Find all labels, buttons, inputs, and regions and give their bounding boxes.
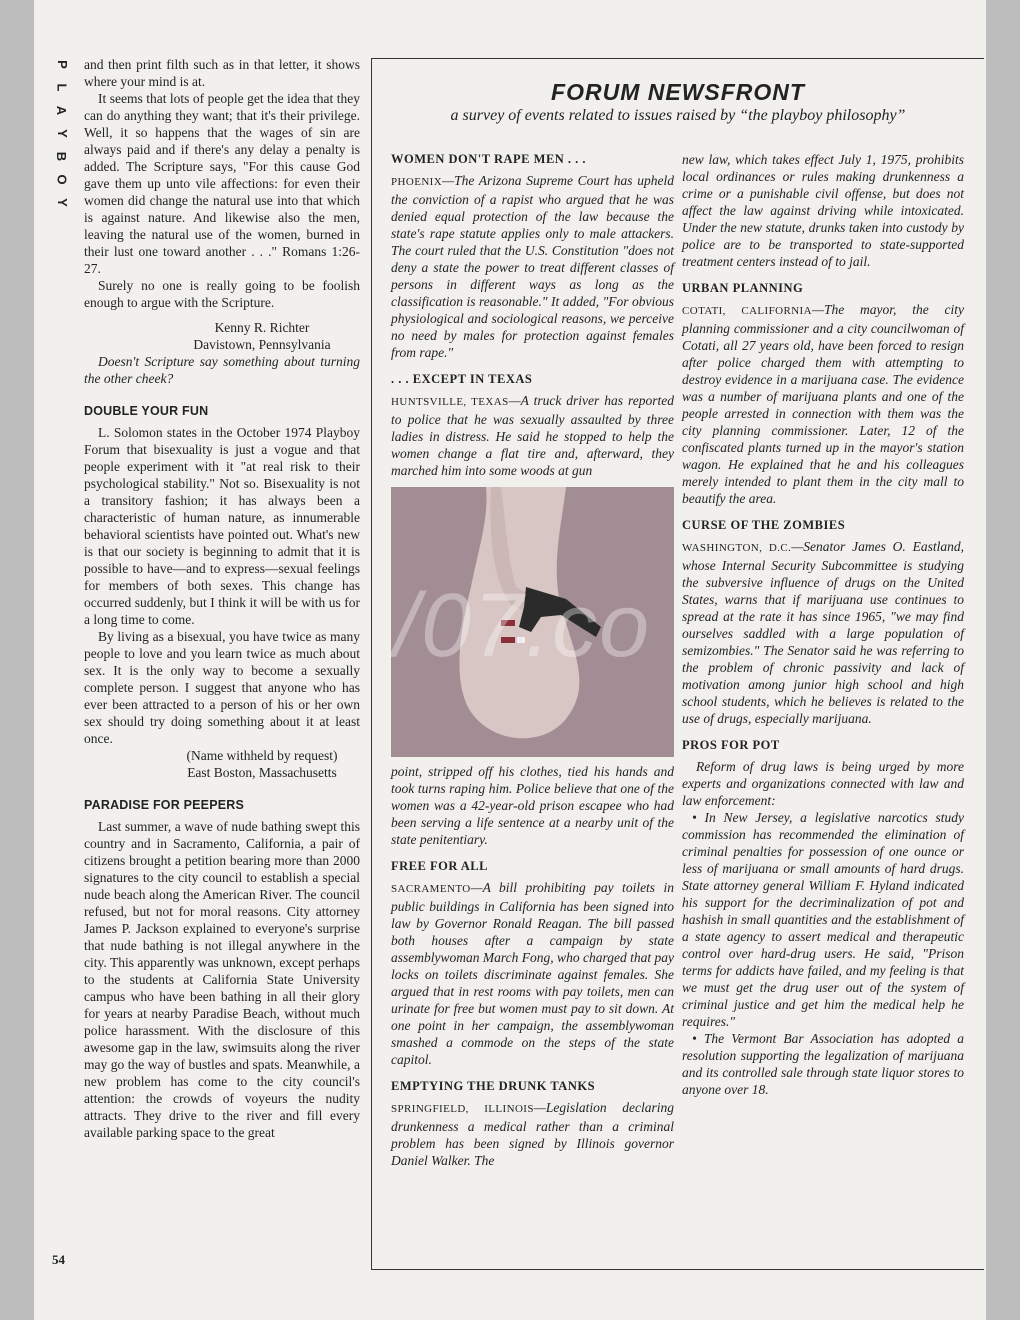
letter-paragraph: L. Solomon states in the October 1974 Playboy Forum that bisexuality is just a vogue and that people experiment with it "at real risk to their psychological stability." Not so. Bisexuality is not a transitory fashion; it has always been a characteristic of human nature, as innumerable behavioral scientists have pointed out. What's new is that our society is beginning to admit that it is possible to have—and to express—sexual feelings for members of both sexes. This change has occurred suddenly, but I think it will be with us for a long time to come. — [84, 425, 360, 627]
dateline: HUNTSVILLE, TEXAS — [391, 396, 509, 408]
letters-column — [84, 56, 360, 1141]
news-bullet: • In New Jersey, a legislative narcotics study commission has recommended the elimination of criminal penalties for possession of one ounce or less of marijuana or small amounts of hard drugs. State attorney general William F. Hyland indicated his support for the decriminalization of pot and hashish in small quantities and the establishment of a state agency to assert medical and therapeutic control over hard-drug users. He said, "Prison terms for addicts have failed, and my feeling is that we must get the drug user out of the system of criminal justice and get him the medical help he requires." — [682, 810, 964, 1029]
news-body: —The Arizona Supreme Court has upheld the conviction of a rapist who argued that he was denied equal protection of the law because the state's rape statute applies only to male attackers. The court ruled that the U.S. Constitution "does not deny a state the power to treat different classes of persons in different ways as long as the classification is reasonable." It added, "For obvious physiological and sociological reasons, we perceive no need by males for protection against females from rape." — [391, 173, 674, 360]
photo-detail — [517, 637, 525, 643]
news-body: —A bill prohibiting pay toilets in public buildings in California has been signed into law by Governor Ronald Reagan. The bill passed both houses after a campaign by state assemblywoman March Fong, who charged that pay locks on toilets discriminate against females. She argued that in rest rooms with pay toilets, men can urinate for free but women must pay to sit down. At one point in her campaign, the assemblywoman smashed a commode on the steps of the state capitol. — [391, 880, 674, 1067]
news-body: —Legislation declaring drunkenness a medical rather than a criminal problem has been signed by Illinois governor Daniel Walker. The — [391, 1100, 674, 1168]
letter-paragraph: and then print filth such as in that letter, it shows where your mind is at. — [84, 57, 360, 89]
forum-column-left — [391, 151, 674, 1169]
letter-paragraph: Last summer, a wave of nude bathing swept this country and in Sacramento, California, a pair of citizens brought a petition bearing more than 2000 signatures to the city council to establish a special nude beach along the American River. The council refused, but not for moral reasons. City attorney James P. Jackson explained to everyone's surprise that nude bathing is not illegal anywhere in the city. This apparently was unknown, except perhaps to the students at California State University campus who have been bathing in all their glory for years at nearby Paradise Beach, without much police harassment. With the disclosure of this awesome gap in the law, swimsuits along the river may go the way of bustles and spats. Meanwhile, a new problem has come to the city council's attention: the crowds of voyeurs the nudity attracts. They drive to the river and fill every available parking space to the great — [84, 819, 360, 1140]
news-item — [391, 392, 674, 479]
editor-reply: Doesn't Scripture say something about turning the other cheek? — [84, 354, 360, 386]
vertical-magazine-name — [50, 56, 74, 211]
news-heading: EMPTYING THE DRUNK TANKS — [391, 1079, 596, 1093]
news-item — [391, 763, 674, 848]
forum-subtitle: a survey of events related to issues raised by “the playboy philosophy” — [450, 107, 906, 124]
letter-paragraph: By living as a bisexual, you have twice as many people to love and you learn twice as much about sex. It is the only way to become a sexually complete person. I suggest that anyone who has ever been attracted to a person of his or her own sex should try doing something about it at least once. — [84, 629, 360, 746]
news-item — [682, 301, 964, 507]
news-heading: CURSE OF THE ZOMBIES — [682, 518, 846, 532]
news-photo — [391, 487, 674, 757]
photo-detail — [501, 620, 515, 626]
forum-title: FORUM NEWSFRONT — [551, 79, 805, 105]
dateline: SACRAMENTO — [391, 883, 471, 895]
vertical-letter: B — [54, 151, 70, 162]
letter-heading: PARADISE FOR PEEPERS — [84, 798, 245, 812]
photo-detail — [501, 637, 515, 643]
news-item — [391, 879, 674, 1068]
news-body: point, stripped off his clothes, tied his hands and took turns raping him. Police believe that one of the women was a 42-year-old prison escapee who had been serving a life sentence at a nearby unit of the state penitentiary. — [391, 764, 674, 847]
news-heading: URBAN PLANNING — [682, 281, 804, 295]
news-body: —The mayor, the city planning commissioner and a city councilwoman of Cotati, all 27 years old, have been forced to resign after police charged them with attempting to destroy evidence in a marijuana case. The evidence was a number of marijuana plants and one of the people arrested in connection with them was the city planning commissioner. Later, 12 of the confiscated plants turned up in the mayor's station wagon. He explained that he and his colleagues merely intended to plant them in the city mall to beautify the area. — [682, 302, 964, 506]
forum-newsfront-box — [371, 58, 984, 1270]
magazine-page — [34, 0, 986, 1320]
page-number: 54 — [52, 1252, 65, 1267]
dateline: SPRINGFIELD, ILLINOIS — [391, 1103, 534, 1115]
news-item — [682, 151, 964, 270]
news-item — [391, 172, 674, 361]
vertical-letter: Y — [54, 198, 70, 207]
signature-name: Kenny R. Richter — [214, 320, 310, 335]
letter-signature — [84, 319, 360, 353]
news-heading: . . . EXCEPT IN TEXAS — [391, 372, 533, 386]
letter-signature — [84, 747, 360, 781]
signature-name: (Name withheld by request) — [186, 748, 338, 763]
dateline: COTATI, CALIFORNIA — [682, 305, 812, 317]
news-body: —Senator James O. Eastland, whose Internal Security Subcommittee is studying the subversive influence of drugs on the United States, warns that if marijuana use continues to spread at the rate it has since 1965, "we may find ourselves saddled with a large population of semizombies." The Senator said he was referring to the problem of chronic passivity and lack of motivation among junior high school and high school students, which he believes is related to the use of drugs, especially marijuana. — [682, 539, 964, 726]
news-heading: PROS FOR POT — [682, 738, 780, 752]
dateline: WASHINGTON, D.C. — [682, 542, 792, 554]
letter-paragraph: It seems that lots of people get the idea that they can do anything they want; that it's their privilege. Well, it so happens that the wages of sin are always paid and if there's any delay a penalty is added. The Scripture says, "For this cause God gave them up unto vile affections: for even their women did change the natural use into that which is against nature. And likewise also the men, leaving the natural use of the women, burned in their lust one toward another . . ." Romans 1:26-27. — [84, 91, 360, 276]
news-item: Reform of drug laws is being urged by more experts and organizations connected with law and law enforcement: — [682, 759, 964, 808]
news-body: —A truck driver has reported to police that he was sexually assaulted by three ladies in distress. He said he stopped to help the women change a flat tire and, afterward, they marched him into some woods at gun — [391, 393, 674, 478]
watermark: /07.co — [394, 576, 652, 676]
forum-column-right — [682, 151, 964, 1098]
letter-heading: DOUBLE YOUR FUN — [84, 404, 209, 418]
news-body: new law, which takes effect July 1, 1975, prohibits local ordinances or rules making drunkenness a crime or a punishable civil offense, but does not affect the law against driving while intoxicated. Under the new statute, drunks taken into custody by police are to be transported to state-supported treatment centers instead of to jail. — [682, 152, 964, 269]
letter-paragraph: Surely no one is really going to be foolish enough to argue with the Scripture. — [84, 278, 360, 310]
vertical-letter: Y — [54, 129, 70, 138]
news-heading: WOMEN DON'T RAPE MEN . . . — [391, 152, 587, 166]
news-bullet: • The Vermont Bar Association has adopted a resolution supporting the legalization of marijuana and its controlled sale through state liquor stores to anyone over 18. — [682, 1031, 964, 1097]
signature-place: East Boston, Massachusetts — [187, 765, 337, 780]
vertical-letter: A — [54, 105, 70, 116]
news-item — [391, 1099, 674, 1169]
vertical-letter: P — [54, 60, 70, 69]
dateline: PHOENIX — [391, 176, 443, 188]
vertical-letter: L — [54, 83, 70, 92]
signature-place: Davistown, Pennsylvania — [193, 337, 331, 352]
news-heading: FREE FOR ALL — [391, 859, 488, 873]
vertical-letter: O — [54, 174, 70, 185]
news-item — [682, 538, 964, 727]
